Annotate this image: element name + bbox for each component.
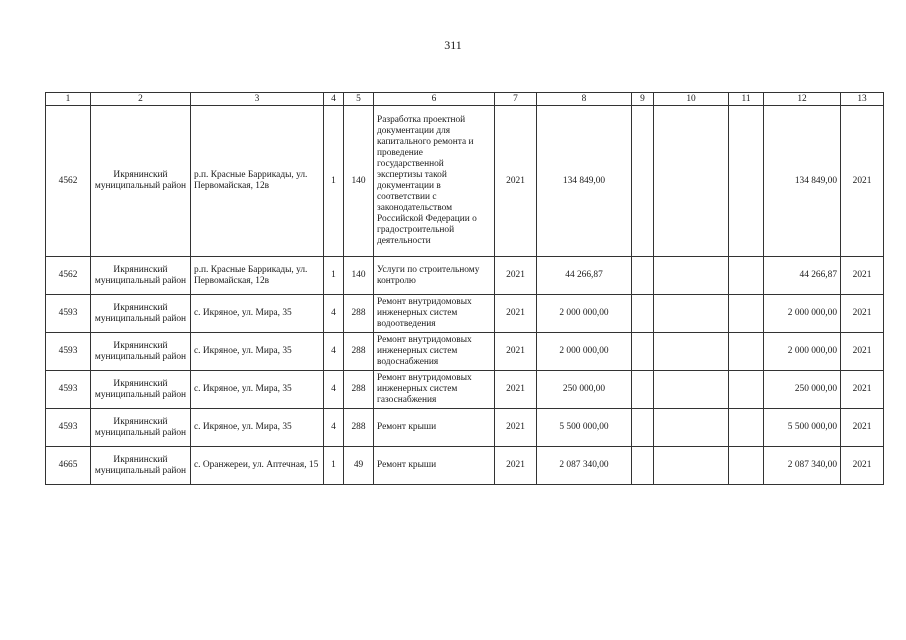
cell-col11 <box>729 371 764 409</box>
header-cell: 8 <box>537 93 632 106</box>
page-number: 311 <box>444 38 462 52</box>
cell-col9 <box>632 106 654 257</box>
table-row <box>46 333 884 371</box>
header-cell: 2 <box>91 93 191 106</box>
cell-cost: 44 266,87 <box>537 257 632 295</box>
cell-col4: 4 <box>324 371 344 409</box>
table-row <box>46 371 884 409</box>
cell-col11 <box>729 447 764 485</box>
cell-col4: 1 <box>324 106 344 257</box>
cell-col10 <box>654 409 729 447</box>
cell-col11 <box>729 257 764 295</box>
cell-total: 250 000,00 <box>764 371 841 409</box>
cell-district: Икрянинский муниципальный район <box>91 371 191 409</box>
cell-address: р.п. Красные Баррикады, ул. Первомайская, 12в <box>191 257 324 295</box>
cell-work-type: Ремонт крыши <box>374 447 495 485</box>
table-row <box>46 106 884 257</box>
cell-col4: 4 <box>324 333 344 371</box>
cell-id: 4593 <box>46 371 91 409</box>
cell-col5: 288 <box>344 333 374 371</box>
header-cell: 10 <box>654 93 729 106</box>
cell-year: 2021 <box>495 409 537 447</box>
data-table <box>45 92 884 485</box>
cell-id: 4665 <box>46 447 91 485</box>
cell-work-type: Ремонт крыши <box>374 409 495 447</box>
cell-col11 <box>729 333 764 371</box>
header-cell: 5 <box>344 93 374 106</box>
cell-district: Икрянинский муниципальный район <box>91 409 191 447</box>
table-row <box>46 409 884 447</box>
header-cell: 11 <box>729 93 764 106</box>
cell-col9 <box>632 257 654 295</box>
header-cell: 4 <box>324 93 344 106</box>
cell-year: 2021 <box>495 106 537 257</box>
cell-col9 <box>632 295 654 333</box>
header-cell: 6 <box>374 93 495 106</box>
cell-col11 <box>729 295 764 333</box>
header-cell: 1 <box>46 93 91 106</box>
cell-col5: 288 <box>344 295 374 333</box>
cell-total: 2 000 000,00 <box>764 295 841 333</box>
cell-end-year: 2021 <box>841 106 884 257</box>
cell-cost: 2 087 340,00 <box>537 447 632 485</box>
cell-id: 4593 <box>46 333 91 371</box>
cell-end-year: 2021 <box>841 371 884 409</box>
cell-total: 5 500 000,00 <box>764 409 841 447</box>
cell-address: с. Икряное, ул. Мира, 35 <box>191 295 324 333</box>
cell-end-year: 2021 <box>841 409 884 447</box>
cell-year: 2021 <box>495 447 537 485</box>
cell-total: 134 849,00 <box>764 106 841 257</box>
cell-work-type: Разработка проектной документации для капитального ремонта и проведение государственной экспертизы такой документации в соответствии с законодательством Российской Федерации о градостроительной деятельности <box>374 106 495 257</box>
cell-total: 2 087 340,00 <box>764 447 841 485</box>
cell-col9 <box>632 409 654 447</box>
cell-col9 <box>632 333 654 371</box>
header-row <box>46 93 884 106</box>
cell-end-year: 2021 <box>841 447 884 485</box>
cell-col4: 4 <box>324 409 344 447</box>
cell-col4: 4 <box>324 295 344 333</box>
header-cell: 13 <box>841 93 884 106</box>
header-cell: 9 <box>632 93 654 106</box>
cell-end-year: 2021 <box>841 295 884 333</box>
cell-col10 <box>654 447 729 485</box>
cell-col10 <box>654 106 729 257</box>
cell-col10 <box>654 257 729 295</box>
cell-address: с. Икряное, ул. Мира, 35 <box>191 409 324 447</box>
cell-year: 2021 <box>495 257 537 295</box>
cell-work-type: Ремонт внутридомовых инженерных систем водоотведения <box>374 295 495 333</box>
cell-col5: 140 <box>344 106 374 257</box>
cell-address: с. Икряное, ул. Мира, 35 <box>191 333 324 371</box>
cell-cost: 2 000 000,00 <box>537 295 632 333</box>
cell-total: 2 000 000,00 <box>764 333 841 371</box>
cell-col4: 1 <box>324 447 344 485</box>
cell-district: Икрянинский муниципальный район <box>91 333 191 371</box>
cell-cost: 5 500 000,00 <box>537 409 632 447</box>
cell-col5: 140 <box>344 257 374 295</box>
cell-col10 <box>654 371 729 409</box>
cell-district: Икрянинский муниципальный район <box>91 257 191 295</box>
header-cell: 3 <box>191 93 324 106</box>
header-cell: 12 <box>764 93 841 106</box>
cell-work-type: Ремонт внутридомовых инженерных систем водоснабжения <box>374 333 495 371</box>
cell-address: с. Икряное, ул. Мира, 35 <box>191 371 324 409</box>
cell-id: 4593 <box>46 295 91 333</box>
cell-year: 2021 <box>495 295 537 333</box>
cell-cost: 2 000 000,00 <box>537 333 632 371</box>
table-row <box>46 295 884 333</box>
cell-address: р.п. Красные Баррикады, ул. Первомайская, 12в <box>191 106 324 257</box>
cell-col10 <box>654 333 729 371</box>
cell-work-type: Ремонт внутридомовых инженерных систем газоснабжения <box>374 371 495 409</box>
cell-id: 4593 <box>46 409 91 447</box>
cell-id: 4562 <box>46 257 91 295</box>
cell-cost: 250 000,00 <box>537 371 632 409</box>
cell-year: 2021 <box>495 333 537 371</box>
cell-col9 <box>632 371 654 409</box>
cell-year: 2021 <box>495 371 537 409</box>
table-row <box>46 447 884 485</box>
cell-col4: 1 <box>324 257 344 295</box>
cell-district: Икрянинский муниципальный район <box>91 106 191 257</box>
cell-col11 <box>729 409 764 447</box>
cell-col5: 288 <box>344 409 374 447</box>
cell-district: Икрянинский муниципальный район <box>91 447 191 485</box>
table-row <box>46 257 884 295</box>
cell-end-year: 2021 <box>841 257 884 295</box>
cell-end-year: 2021 <box>841 333 884 371</box>
header-cell: 7 <box>495 93 537 106</box>
cell-address: с. Оранжереи, ул. Аптечная, 15 <box>191 447 324 485</box>
cell-id: 4562 <box>46 106 91 257</box>
cell-col5: 49 <box>344 447 374 485</box>
cell-cost: 134 849,00 <box>537 106 632 257</box>
cell-work-type: Услуги по строительному контролю <box>374 257 495 295</box>
cell-col11 <box>729 106 764 257</box>
cell-district: Икрянинский муниципальный район <box>91 295 191 333</box>
cell-col5: 288 <box>344 371 374 409</box>
cell-col9 <box>632 447 654 485</box>
cell-col10 <box>654 295 729 333</box>
cell-total: 44 266,87 <box>764 257 841 295</box>
